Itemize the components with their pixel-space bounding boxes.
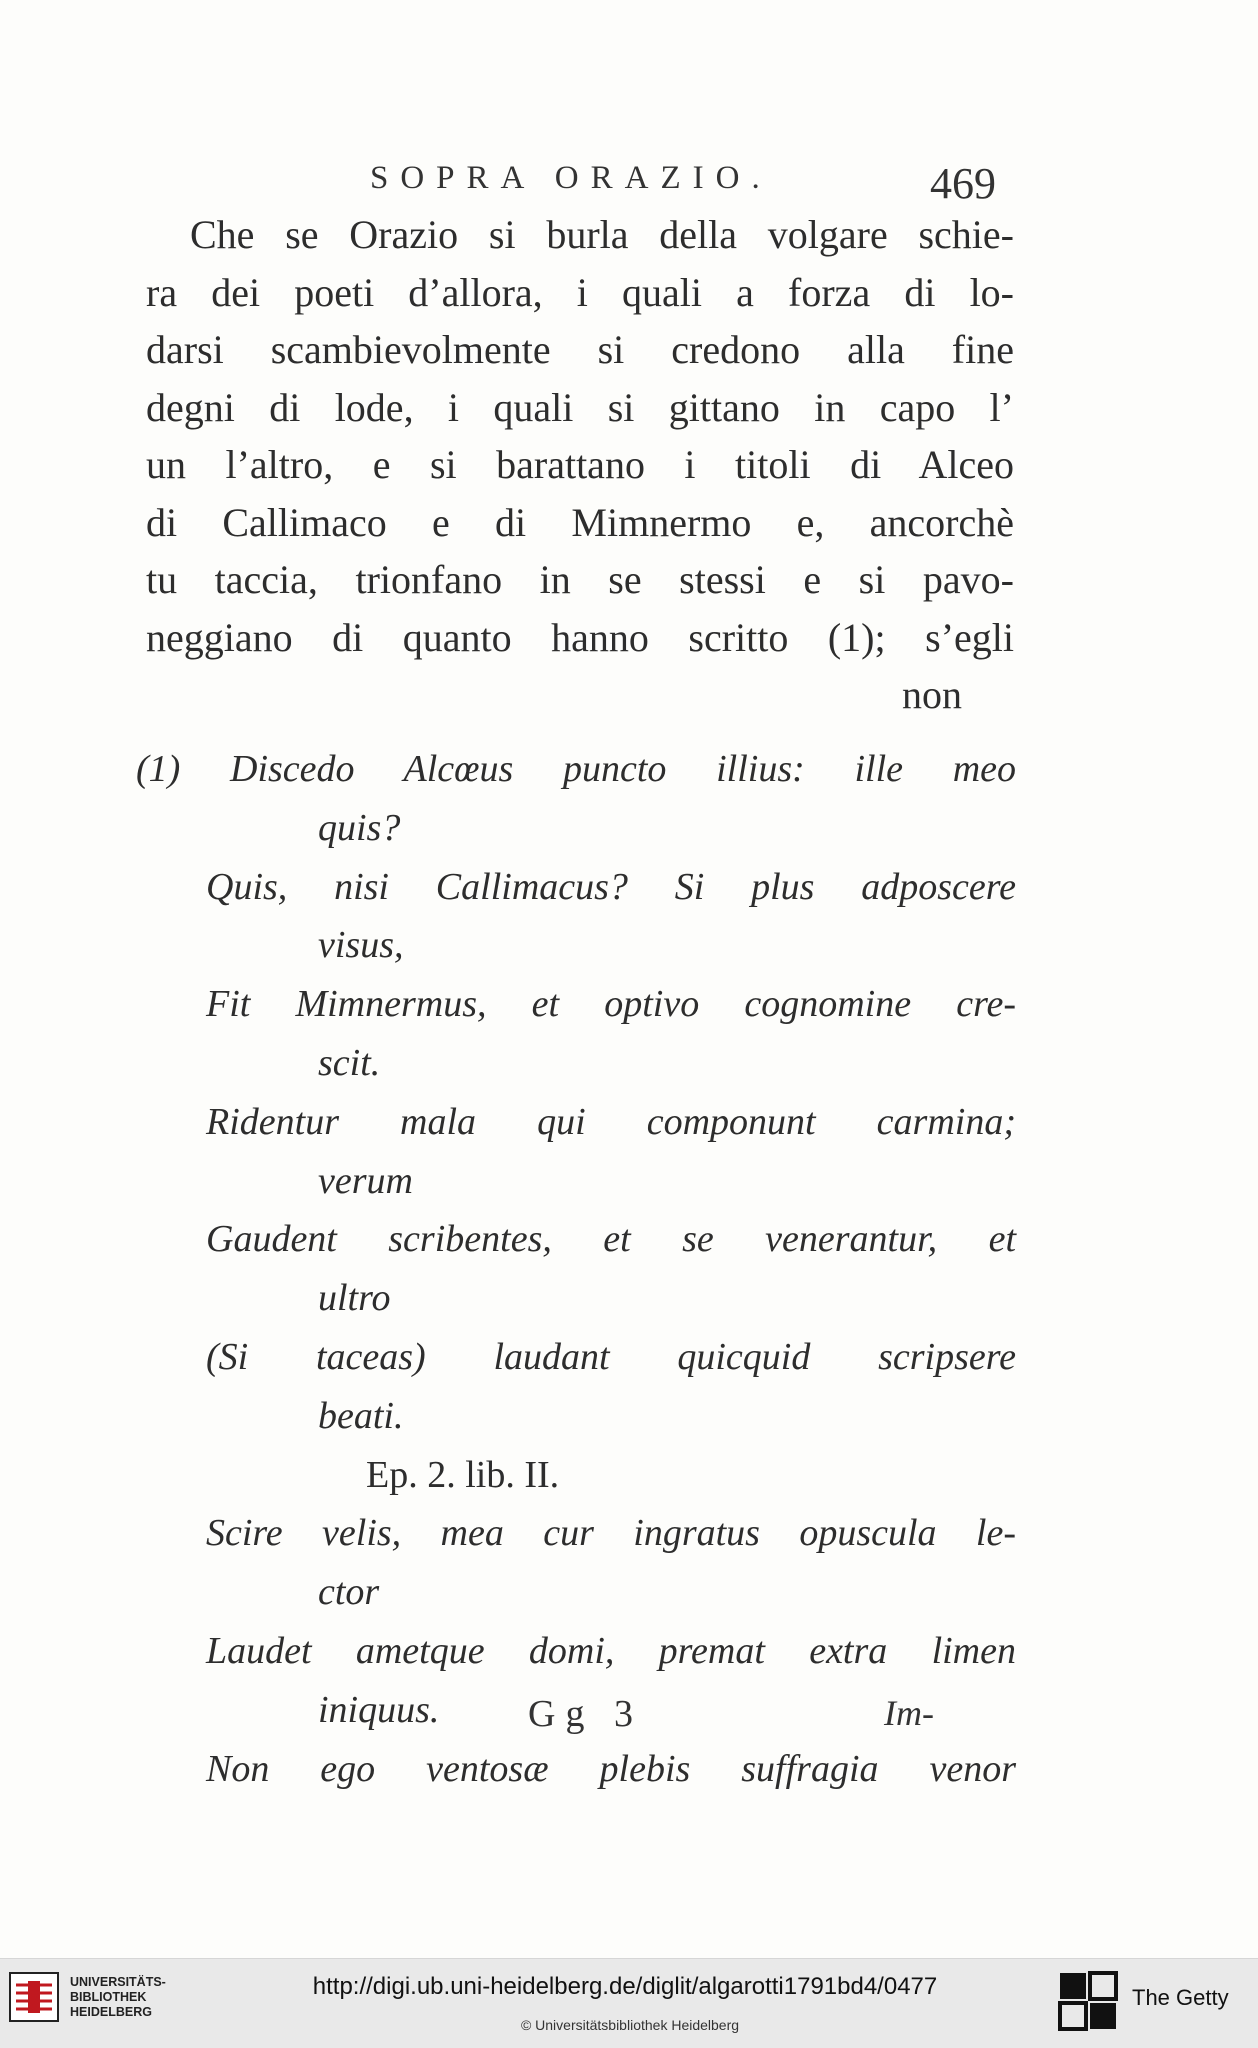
note-line: verum — [318, 1159, 413, 1202]
text-line: neggiano di quanto hanno scritto (1); s’egli — [146, 614, 1014, 660]
library-name: UNIVERSITÄTS- BIBLIOTHEK HEIDELBERG — [70, 1975, 166, 2019]
note-line: (1) Discedo Alcœus puncto illius: ille meo — [136, 748, 1016, 790]
catchword: Im- — [884, 1693, 934, 1733]
university-library-logo-icon — [8, 1971, 60, 2023]
text-line: ra dei poeti d’allora, i quali a forza di lo- — [146, 269, 1014, 315]
note-line: Quis, nisi Callimacus? Si plus adposcere — [206, 865, 1016, 908]
note-line: Non ego ventosæ plebis suffragia venor — [206, 1747, 1016, 1790]
text-line: Che se Orazio si burla della volgare schie- — [190, 212, 1014, 257]
catch-line: non — [902, 672, 962, 717]
note-line: (Si taceas) laudant quicquid scripsere — [206, 1335, 1016, 1378]
page-number: 469 — [930, 159, 996, 208]
text-line: di Callimaco e di Mimnermo e, ancorchè — [146, 499, 1014, 545]
note-line: scit. — [318, 1041, 381, 1084]
signature-mark: Gg 3 — [528, 1693, 643, 1735]
footnote — [136, 740, 1016, 1798]
main-text — [146, 206, 1014, 724]
note-line: beati. — [318, 1394, 404, 1437]
note-line: Laudet ametque domi, premat extra limen — [206, 1629, 1016, 1672]
note-line: Scire velis, mea cur ingratus opuscula le- — [206, 1512, 1016, 1555]
note-line: ctor — [318, 1571, 380, 1614]
note-line: Ridentur mala qui componunt carmina; — [206, 1100, 1016, 1143]
text-line: un l’altro, e si barattano i titoli di Alceo — [146, 442, 1014, 487]
note-line: Fit Mimnermus, et optivo cognomine cre- — [206, 983, 1016, 1026]
note-reference: Ep. 2. lib. II. — [366, 1453, 560, 1496]
text-line: tu taccia, trionfano in se stessi e si pavo- — [146, 557, 1014, 602]
getty-label: The Getty — [1132, 1985, 1229, 2010]
copyright-notice: © Universitätsbibliothek Heidelberg — [520, 2017, 740, 2033]
note-line: iniquus. — [318, 1688, 440, 1731]
text-line: darsi scambievolmente si credono alla fine — [146, 327, 1014, 372]
note-line: Gaudent scribentes, et se venerantur, et — [206, 1218, 1016, 1261]
viewer-footer — [0, 1958, 1258, 2048]
permalink[interactable]: http://digi.ub.uni-heidelberg.de/diglit/algarotti1791bd4/0477 — [312, 1973, 938, 2000]
text-line: degni di lode, i quali si gittano in capo l’ — [146, 384, 1014, 430]
note-line: quis? — [318, 806, 401, 849]
note-line: visus, — [318, 924, 404, 967]
running-head: SOPRA ORAZIO. — [370, 160, 772, 196]
note-line: ultro — [318, 1277, 391, 1320]
getty-logo-icon — [1058, 1971, 1118, 2031]
